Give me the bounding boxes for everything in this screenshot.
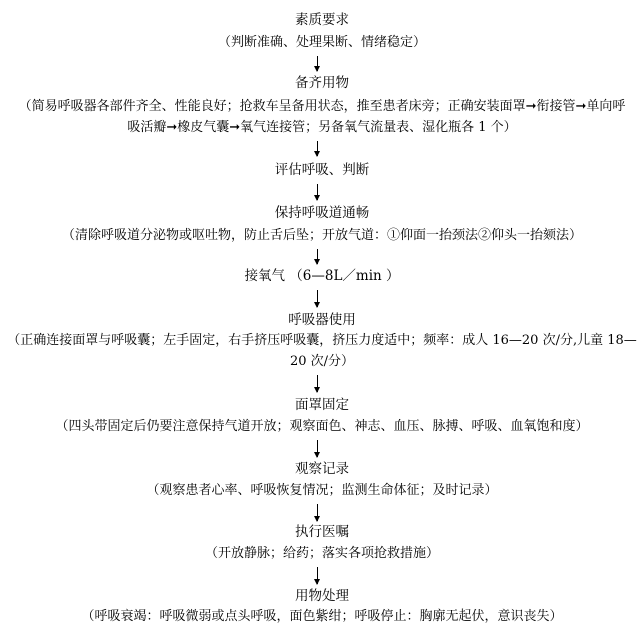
step-detail-prepare-supplies-line1: （简易呼吸器各部件齐全、性能良好；抢救车呈备用状态，推至患者床旁；正确安装面罩➞衔接管➞单向呼 (18, 99, 626, 114)
step-detail-respirator-use-line1: （正确连接面罩与呼吸囊；左手固定，右手挤压呼吸囊，挤压力度适中；频率：成人 16—20 次/分,儿童 18— (7, 333, 637, 348)
step-detail-execute-orders: （开放静脉；给药；落实各项抢救措施） (204, 546, 439, 561)
step-detail-airway: （清除呼吸道分泌物或呕吐物，防止舌后坠；开放气道：①仰面一抬颈法②仰头一抬颏法） (61, 228, 582, 243)
step-title-observe-record: 观察记录 (295, 461, 349, 477)
flow-arrow (317, 375, 318, 392)
flow-arrow (317, 440, 318, 457)
step-detail-observe-record: （观察患者心率、呼吸恢复情况；监测生命体征；及时记录） (146, 483, 498, 498)
step-title-assess-breathing: 评估呼吸、判断 (274, 162, 370, 178)
step-detail-mask-fixation: （四头带固定后仍要注意保持气道开放；观察面色、神志、血压、脉搏、呼吸、血氧饱和度） (55, 419, 589, 434)
step-title-supplies-handling: 用物处理 (295, 588, 349, 604)
step-detail-respirator-use-line2: 20 次/分） (289, 354, 355, 369)
step-title-prepare-supplies: 备齐用物 (295, 75, 349, 91)
step-title-execute-orders: 执行医嘱 (295, 524, 349, 540)
flow-arrow (317, 184, 318, 200)
flow-arrow (317, 249, 318, 264)
step-title-quality-requirements: 素质要求 (295, 12, 349, 28)
flow-arrow (317, 504, 318, 521)
step-title-mask-fixation: 面罩固定 (295, 397, 349, 413)
step-title-oxygen: 接氧气 （6—8L／min ） (244, 268, 400, 284)
step-title-airway: 保持呼吸道通畅 (274, 205, 370, 221)
flow-arrow (317, 567, 318, 584)
step-detail-quality-requirements: （判断准确、处理果断、情绪稳定） (217, 35, 426, 50)
flow-arrow (317, 56, 318, 71)
step-detail-supplies-handling: （呼吸衰竭：呼吸微弱或点头呼吸，面色紫绀；呼吸停止：胸廓无起伏，意识丧失） (81, 609, 563, 624)
flow-arrow (317, 141, 318, 156)
step-detail-prepare-supplies-line2: 吸活瓣➞橡皮气囊➞氧气连接管；另备氧气流量表、湿化瓶各 1 个） (127, 120, 517, 135)
step-title-respirator-use: 呼吸器使用 (288, 312, 356, 328)
flow-arrow (317, 290, 318, 307)
